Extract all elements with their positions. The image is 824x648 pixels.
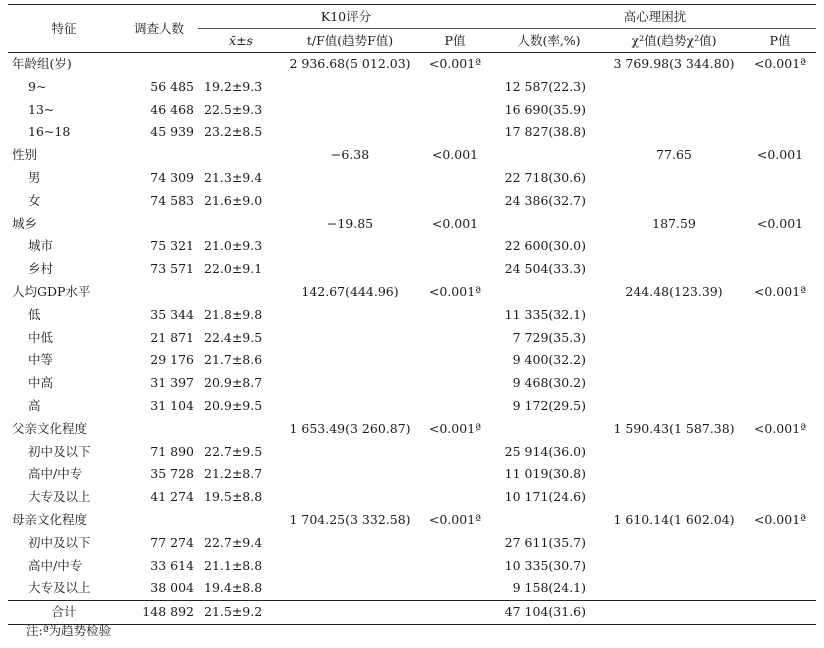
cell-stat — [284, 327, 416, 350]
cell-p1: <0.001 — [431, 215, 479, 231]
cell-p2 — [744, 349, 816, 372]
cell-p1 — [416, 577, 494, 600]
header-k10-group: K10评分 — [198, 5, 494, 29]
cell-chi: 1 590.43(1 587.38) — [613, 420, 735, 436]
total-empty-p1 — [416, 601, 494, 625]
cell-chi — [604, 486, 744, 509]
total-n: 148 892 — [120, 601, 198, 625]
category-row — [8, 53, 816, 76]
cell-p1 — [416, 258, 494, 281]
header-chi: χ²值(趋势χ²值) — [631, 33, 717, 48]
header-distress-group: 高心理困扰 — [494, 5, 816, 29]
cell-label: 大专及以上 — [28, 580, 91, 596]
table-row — [8, 76, 816, 99]
cell-p2 — [744, 577, 816, 600]
table-row — [8, 463, 816, 486]
category-row — [8, 213, 816, 236]
cell-p1 — [416, 532, 494, 555]
cell-cnt: 11 335(32.1) — [504, 306, 586, 322]
table-row — [8, 441, 816, 464]
cell-n: 74 583 — [150, 192, 194, 208]
cell-stat — [284, 441, 416, 464]
cell-stat — [284, 486, 416, 509]
cell-n: 75 321 — [150, 238, 194, 254]
cell-cnt: 22 600(30.0) — [504, 238, 586, 254]
header-row-1 — [8, 5, 816, 29]
total-row — [8, 601, 816, 625]
table-row — [8, 486, 816, 509]
cell-mean: 21.2±8.7 — [204, 466, 263, 482]
cell-label: 父亲文化程度 — [12, 420, 88, 436]
cell-label: 13~ — [28, 101, 55, 117]
cell-n — [120, 53, 198, 76]
cell-chi: 1 610.14(1 602.04) — [613, 511, 735, 527]
cell-cnt: 11 019(30.8) — [504, 466, 586, 482]
cell-mean: 23.2±8.5 — [204, 124, 263, 140]
cell-p2 — [744, 555, 816, 578]
cell-stat — [284, 349, 416, 372]
cell-p2: <0.001ª — [753, 283, 807, 299]
cell-p1 — [416, 235, 494, 258]
cell-label: 高 — [28, 397, 41, 413]
cell-stat — [284, 167, 416, 190]
cell-mean: 19.5±8.8 — [204, 489, 263, 505]
cell-p1 — [416, 99, 494, 122]
cell-stat — [284, 76, 416, 99]
cell-chi — [604, 304, 744, 327]
cell-n: 38 004 — [150, 580, 194, 596]
cell-p1 — [416, 327, 494, 350]
header-t-f: t/F值(趋势F值) — [306, 33, 394, 48]
cell-cnt — [494, 53, 604, 76]
cell-chi — [604, 235, 744, 258]
cell-n: 41 274 — [150, 489, 194, 505]
cell-label: 低 — [28, 306, 41, 322]
cell-stat — [284, 463, 416, 486]
cell-p2 — [744, 372, 816, 395]
cell-chi: 3 769.98(3 344.80) — [613, 56, 735, 71]
cell-label: 人均GDP水平 — [12, 283, 91, 299]
category-row — [8, 509, 816, 532]
cell-p2: <0.001ª — [753, 56, 807, 71]
cell-cnt: 9 158(24.1) — [512, 580, 586, 596]
cell-chi — [604, 167, 744, 190]
cell-n: 77 274 — [150, 534, 194, 550]
cell-p1 — [416, 349, 494, 372]
cell-p1 — [416, 395, 494, 418]
cell-stat — [284, 121, 416, 144]
cell-cnt: 7 729(35.3) — [512, 329, 586, 345]
cell-n — [120, 509, 198, 532]
cell-p2 — [744, 463, 816, 486]
cell-chi — [604, 349, 744, 372]
cell-cnt: 16 690(35.9) — [504, 101, 586, 117]
table-row — [8, 190, 816, 213]
cell-p1: <0.001ª — [428, 56, 482, 71]
cell-stat — [284, 99, 416, 122]
cell-cnt — [494, 509, 604, 532]
cell-n — [120, 418, 198, 441]
cell-label: 男 — [28, 169, 41, 185]
cell-label: 女 — [28, 192, 41, 208]
cell-mean — [198, 281, 284, 304]
cell-chi — [604, 258, 744, 281]
table-row — [8, 304, 816, 327]
cell-label: 高中/中专 — [28, 466, 83, 482]
cell-p1: <0.001ª — [428, 283, 482, 299]
cell-stat: 1 653.49(3 260.87) — [289, 420, 411, 436]
cell-label: 中高 — [28, 375, 54, 391]
cell-mean: 21.0±9.3 — [204, 238, 263, 254]
cell-n: 35 728 — [150, 466, 194, 482]
cell-p2 — [744, 486, 816, 509]
header-surveyed: 调查人数 — [120, 5, 198, 53]
cell-chi — [604, 76, 744, 99]
cell-cnt — [494, 213, 604, 236]
cell-p1: <0.001ª — [428, 511, 482, 527]
table-body — [8, 53, 816, 601]
cell-chi — [604, 99, 744, 122]
cell-mean: 20.9±8.7 — [204, 375, 263, 391]
cell-n: 56 485 — [150, 78, 194, 94]
cell-p1 — [416, 304, 494, 327]
cell-p1 — [416, 167, 494, 190]
cell-label: 高中/中专 — [28, 557, 83, 573]
cell-n: 45 939 — [150, 124, 194, 140]
header-p2: P值 — [769, 33, 791, 48]
cell-n: 73 571 — [150, 261, 194, 277]
category-row — [8, 144, 816, 167]
cell-stat: 142.67(444.96) — [301, 283, 399, 299]
category-row — [8, 281, 816, 304]
cell-cnt: 12 587(22.3) — [504, 78, 586, 94]
cell-label: 性别 — [12, 147, 38, 163]
cell-n: 21 871 — [150, 329, 194, 345]
cell-chi — [604, 532, 744, 555]
cell-p2 — [744, 99, 816, 122]
statistics-table — [8, 4, 816, 625]
cell-p1 — [416, 121, 494, 144]
cell-mean: 19.4±8.8 — [204, 580, 263, 596]
cell-label: 城市 — [28, 238, 54, 254]
cell-p1 — [416, 463, 494, 486]
cell-stat — [284, 190, 416, 213]
cell-mean: 22.7±9.5 — [204, 443, 263, 459]
cell-mean: 21.3±9.4 — [204, 169, 263, 185]
cell-chi — [604, 463, 744, 486]
table-row — [8, 395, 816, 418]
table-note: 注:ª为趋势检验 — [26, 623, 112, 638]
total-empty-p2 — [744, 601, 816, 625]
cell-stat — [284, 372, 416, 395]
cell-cnt: 25 914(36.0) — [504, 443, 586, 459]
cell-p2 — [744, 167, 816, 190]
cell-mean — [198, 509, 284, 532]
total-mean: 21.5±9.2 — [198, 601, 284, 625]
cell-mean: 22.5±9.3 — [204, 101, 263, 117]
cell-cnt: 24 386(32.7) — [504, 192, 586, 208]
cell-chi: 244.48(123.39) — [625, 283, 723, 299]
cell-n: 31 397 — [150, 375, 194, 391]
total-count: 47 104(31.6) — [494, 601, 604, 625]
cell-mean — [198, 418, 284, 441]
cell-stat — [284, 304, 416, 327]
cell-cnt: 10 335(30.7) — [504, 557, 586, 573]
cell-label: 乡村 — [28, 261, 54, 277]
category-row — [8, 418, 816, 441]
total-empty-stat — [284, 601, 416, 625]
cell-mean — [198, 144, 284, 167]
cell-chi — [604, 555, 744, 578]
cell-mean: 20.9±9.5 — [204, 397, 263, 413]
cell-n: 29 176 — [150, 352, 194, 368]
cell-label: 母亲文化程度 — [12, 511, 88, 527]
total-label: 合计 — [8, 601, 120, 625]
table-row — [8, 99, 816, 122]
table-row — [8, 121, 816, 144]
cell-label: 初中及以下 — [28, 534, 91, 550]
cell-chi — [604, 372, 744, 395]
cell-chi — [604, 327, 744, 350]
cell-p2 — [744, 76, 816, 99]
cell-mean — [198, 213, 284, 236]
cell-label: 16~18 — [28, 124, 71, 140]
cell-cnt — [494, 144, 604, 167]
cell-label: 初中及以下 — [28, 443, 91, 459]
cell-stat — [284, 395, 416, 418]
table-row — [8, 577, 816, 600]
cell-cnt — [494, 281, 604, 304]
cell-stat — [284, 555, 416, 578]
cell-stat — [284, 577, 416, 600]
cell-p2 — [744, 235, 816, 258]
cell-mean: 22.7±9.4 — [204, 534, 263, 550]
cell-stat: 2 936.68(5 012.03) — [289, 56, 411, 71]
cell-cnt: 22 718(30.6) — [504, 169, 586, 185]
cell-n: 74 309 — [150, 169, 194, 185]
table-row — [8, 555, 816, 578]
table-row — [8, 235, 816, 258]
cell-chi: 187.59 — [652, 215, 696, 231]
cell-p2 — [744, 327, 816, 350]
cell-mean: 21.7±8.6 — [204, 352, 263, 368]
cell-p1: <0.001 — [431, 147, 479, 163]
table-row — [8, 167, 816, 190]
header-feature: 特征 — [8, 5, 120, 53]
cell-chi — [604, 577, 744, 600]
cell-p2: <0.001ª — [753, 511, 807, 527]
cell-stat: −6.38 — [330, 147, 370, 163]
cell-label: 年龄组(岁) — [12, 56, 72, 71]
cell-label: 大专及以上 — [28, 489, 91, 505]
cell-chi — [604, 395, 744, 418]
header-count-rate: 人数(率,%) — [517, 33, 581, 48]
cell-n: 33 614 — [150, 557, 194, 573]
cell-chi — [604, 190, 744, 213]
cell-label: 9~ — [28, 78, 47, 94]
cell-n — [120, 144, 198, 167]
cell-mean: 22.0±9.1 — [204, 261, 263, 277]
cell-label: 中等 — [28, 352, 54, 368]
total-empty-chi — [604, 601, 744, 625]
cell-cnt: 27 611(35.7) — [504, 534, 586, 550]
cell-p1: <0.001ª — [428, 420, 482, 436]
cell-cnt: 17 827(38.8) — [504, 124, 586, 140]
table-row — [8, 327, 816, 350]
cell-mean: 21.1±8.8 — [204, 557, 263, 573]
cell-p2 — [744, 190, 816, 213]
table-row — [8, 258, 816, 281]
cell-p2: <0.001 — [756, 147, 804, 163]
cell-n: 46 468 — [150, 101, 194, 117]
cell-p2 — [744, 441, 816, 464]
header-mean-sd: x̄±s — [229, 33, 253, 48]
cell-mean: 21.8±9.8 — [204, 306, 263, 322]
cell-mean: 21.6±9.0 — [204, 192, 263, 208]
cell-cnt — [494, 418, 604, 441]
cell-p2 — [744, 121, 816, 144]
cell-label: 城乡 — [12, 215, 38, 231]
cell-chi — [604, 441, 744, 464]
cell-p1 — [416, 76, 494, 99]
cell-p2: <0.001 — [756, 215, 804, 231]
cell-p2 — [744, 304, 816, 327]
cell-mean: 22.4±9.5 — [204, 329, 263, 345]
cell-mean — [198, 53, 284, 76]
cell-cnt: 10 171(24.6) — [504, 489, 586, 505]
cell-chi — [604, 121, 744, 144]
cell-n: 31 104 — [150, 397, 194, 413]
cell-n — [120, 281, 198, 304]
cell-n — [120, 213, 198, 236]
cell-stat — [284, 532, 416, 555]
cell-p2 — [744, 532, 816, 555]
cell-mean: 19.2±9.3 — [204, 78, 263, 94]
cell-cnt: 9 400(32.2) — [512, 352, 586, 368]
cell-label: 中低 — [28, 329, 54, 345]
cell-n: 71 890 — [150, 443, 194, 459]
cell-p2: <0.001ª — [753, 420, 807, 436]
cell-p1 — [416, 486, 494, 509]
table-row — [8, 349, 816, 372]
cell-cnt: 24 504(33.3) — [504, 261, 586, 277]
cell-cnt: 9 468(30.2) — [512, 375, 586, 391]
cell-stat: 1 704.25(3 332.58) — [289, 511, 411, 527]
cell-n: 35 344 — [150, 306, 194, 322]
cell-cnt: 9 172(29.5) — [512, 397, 586, 413]
cell-chi: 77.65 — [656, 147, 692, 163]
cell-p1 — [416, 555, 494, 578]
table-row — [8, 372, 816, 395]
cell-p1 — [416, 441, 494, 464]
cell-p2 — [744, 395, 816, 418]
cell-stat — [284, 235, 416, 258]
cell-stat — [284, 258, 416, 281]
table-row — [8, 532, 816, 555]
cell-p1 — [416, 190, 494, 213]
cell-stat: −19.85 — [326, 215, 374, 231]
header-p1: P值 — [444, 33, 466, 48]
cell-p2 — [744, 258, 816, 281]
cell-p1 — [416, 372, 494, 395]
